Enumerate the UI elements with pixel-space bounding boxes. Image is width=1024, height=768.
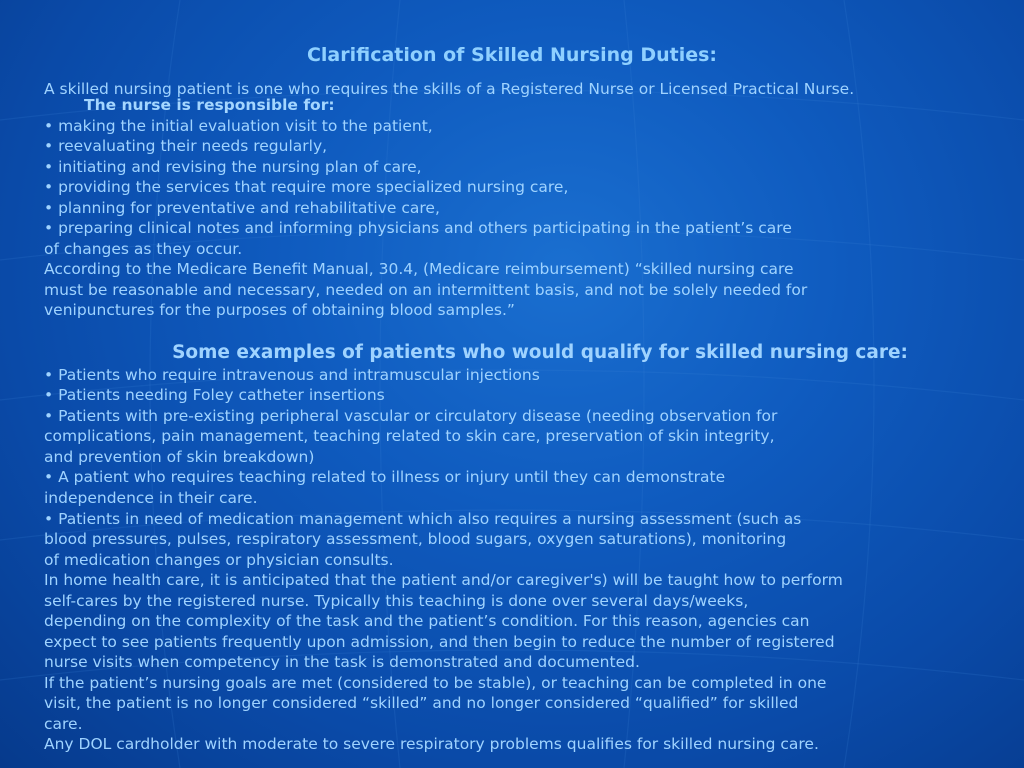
text-line: • Patients needing Foley catheter insertions <box>44 386 385 404</box>
text-line: • making the initial evaluation visit to the patient, <box>44 117 433 135</box>
text-line: depending on the complexity of the task and the patient’s condition. For this reason, agencies can <box>44 612 810 630</box>
text-line: • planning for preventative and rehabilitative care, <box>44 199 440 217</box>
text-line: of medication changes or physician consults. <box>44 551 394 569</box>
text-line: • Patients with pre-existing peripheral vascular or circulatory disease (needing observation for <box>44 407 778 425</box>
text-line: In home health care, it is anticipated that the patient and/or caregiver's) will be taught how to perform <box>44 571 843 589</box>
text-line: independence in their care. <box>44 489 258 507</box>
text-line: of changes as they occur. <box>44 240 243 258</box>
text-line: visit, the patient is no longer considered “skilled” and no longer considered “qualified” for skilled <box>44 694 799 712</box>
examples-heading: Some examples of patients who would qualify for skilled nursing care: <box>172 342 908 363</box>
text-line: • A patient who requires teaching related to illness or injury until they can demonstrate <box>44 468 726 486</box>
intro-text: A skilled nursing patient is one who requires the skills of a Registered Nurse or Licensed Practical Nurse. <box>44 80 855 98</box>
text-line: blood pressures, pulses, respiratory assessment, blood sugars, oxygen saturations), monitoring <box>44 530 787 548</box>
text-line: complications, pain management, teaching related to skin care, preservation of skin integrity, <box>44 427 775 445</box>
slide-title: Clarification of Skilled Nursing Duties: <box>306 44 718 66</box>
text-line: Any DOL cardholder with moderate to severe respiratory problems qualifies for skilled nursing care. <box>44 735 819 753</box>
text-line: • reevaluating their needs regularly, <box>44 137 328 155</box>
text-line: • preparing clinical notes and informing physicians and others participating in the patient’s care <box>44 219 792 237</box>
text-line: • initiating and revising the nursing plan of care, <box>44 158 422 176</box>
text-line: care. <box>44 715 83 733</box>
text-line: • providing the services that require more specialized nursing care, <box>44 178 569 196</box>
text-line: nurse visits when competency in the task is demonstrated and documented. <box>44 653 640 671</box>
responsible-heading: The nurse is responsible for: <box>84 96 335 114</box>
text-line: • Patients in need of medication management which also requires a nursing assessment (such as <box>44 510 802 528</box>
text-line: must be reasonable and necessary, needed on an intermittent basis, and not be solely needed for <box>44 281 808 299</box>
text-line: venipunctures for the purposes of obtaining blood samples.” <box>44 301 515 319</box>
text-line: According to the Medicare Benefit Manual, 30.4, (Medicare reimbursement) “skilled nursing care <box>44 260 794 278</box>
text-line: expect to see patients frequently upon admission, and then begin to reduce the number of registered <box>44 633 835 651</box>
text-line: and prevention of skin breakdown) <box>44 448 315 466</box>
text-line: • Patients who require intravenous and intramuscular injections <box>44 366 540 384</box>
text-line: self-cares by the registered nurse. Typically this teaching is done over several days/weeks, <box>44 592 749 610</box>
text-line: If the patient’s nursing goals are met (considered to be stable), or teaching can be completed in one <box>44 674 827 692</box>
